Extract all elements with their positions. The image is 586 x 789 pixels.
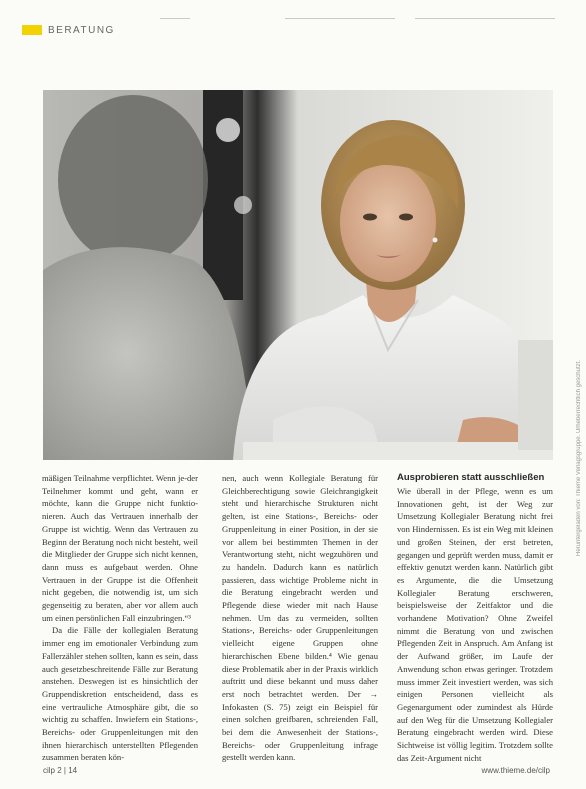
subheading: Ausprobieren statt ausschließen bbox=[397, 472, 545, 483]
header-rule-left bbox=[160, 18, 190, 19]
paragraph: nen, auch wenn Kollegiale Beratung für Gleichberechtigung sowie Gleichrangigkeit steht und hierarchische Strukturen nicht gelten, ist eine Stations-, Bereichs- oder Gruppenleitung in einer Position, in der sie vor allem bei bestimmten Themen in der Verantwortung steht, nicht wegzuhören und zu handeln. Dadurch kann es natürlich passieren, dass wichtige Probleme nicht in die Beratung eingebracht werden und Pflegende diese wieder mit nach Hause nehmen. Um das zu vermeiden, sollten Stations-, Bereichs- oder Gruppenleitungen vielleicht eigene Gruppen ohne hierarchischen Ebene bilden.⁴ Wie genau diese Problematik aber in der Praxis wirklich auftritt und diese bekannt und muss daher erst noch betrachtet werden. Der → Infokasten (S. 75) zeigt ein Beispiel für einen solchen greifbaren, schreienden Fall, bei dem die Anwesenheit der Stations-, Bereichs- oder Gruppenleitung infrage gestellt werden kann. bbox=[222, 473, 378, 763]
section-label: BERATUNG bbox=[48, 24, 115, 36]
article-column-2 bbox=[222, 472, 378, 764]
article-photo bbox=[43, 90, 553, 460]
section-color-block bbox=[22, 25, 42, 35]
paragraph: Wie überall in der Pflege, wenn es um Innovationen geht, ist der Weg zur Umsetzung Kollegialer Beratung nicht frei von Hindernissen. Es ist ein Weg mit kleinen und großen Steinen, der erst betreten, gegangen und geprüft werden muss, damit er effektiv genutzt werden kann. Natürlich gibt es Argumente, die die Umsetzung Kollegialer Beratung erschweren, beispielsweise der Zeitfaktor und die vorhandene Motivation? Ohne Zweifel nimmt die Beratung von und zwischen Pflegenden Zeit in Anspruch. Am Anfang ist der Aufwand größer, im Laufe der Anwendung schon etwas geringer. Trotzdem muss immer Zeit investiert werden, was sich einigen Personen vielleicht als Gegenargument oder zumindest als Hürde auf den Weg für die Umsetzung Kollegialer Beratung eingebracht werden wird. Diese Sichtweise ist völlig legitim. Trotzdem sollte das Zeit-Argument nicht bbox=[397, 486, 553, 763]
article-column-3 bbox=[397, 472, 553, 764]
page-number: cilp 2 | 14 bbox=[43, 766, 78, 775]
paragraph: Da die Fälle der kollegialen Beratung immer eng im emotionaler Verbindung zum Fallerzähler stehen sollten, kann es sein, dass auch gesetzbeschreitende Fälle zur Beratung anstehen. Deswegen ist es hinsichtlich der Gruppendiskretion entscheidend, dass es eine vertrauliche Atmosphäre gibt, die so wichtig zu schaffen. Inwiefern ein Stations-, Bereichs- oder Gruppenleitungen mit den ihnen hierarchisch unterstellten Pflegenden zusammen beraten kön- bbox=[42, 625, 198, 763]
photo-image-icon bbox=[43, 90, 553, 460]
header-rule-right bbox=[415, 18, 555, 19]
section-tag bbox=[22, 24, 115, 36]
paragraph: mäßigen Teilnahme verpflichtet. Wenn je-der Teilnehmer kommt und geht, wann er möchte, kann die Gruppe nicht funktio-nieren. Auch das Vertrauen innerhalb der Gruppe ist wichtig. Wenn das Vertrauen zu Beginn der Beratung noch nicht besteht, weil die Mitglieder der Gruppe sich nicht kennen, dann muss es aufgebaut werden. Ohne Vertrauen in der Gruppe ist die Offenheit nicht gegeben, die notwendig ist, um sich gegenseitig zu beraten, aber vor allem auch um einen persönlichen Fall einzubringen.“³ bbox=[42, 473, 198, 623]
article-column-1 bbox=[42, 472, 198, 764]
download-notice: Heruntergeladen von: Thieme Verlagsgruppe. Urheberrechtlich geschützt. bbox=[576, 360, 582, 557]
journal-url: www.thieme.de/cilp bbox=[481, 766, 550, 775]
header-rule-mid bbox=[285, 18, 395, 19]
